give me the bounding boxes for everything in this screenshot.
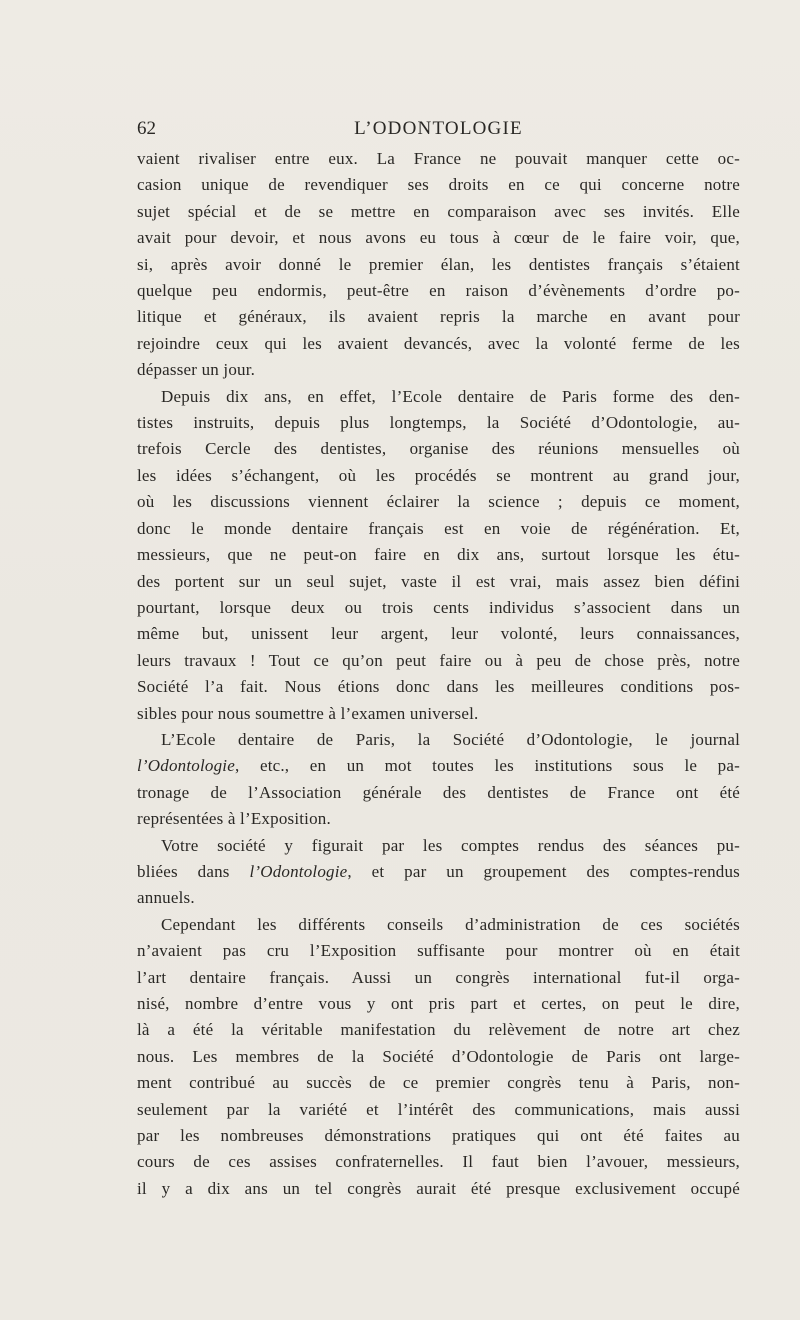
- text-line: trefois Cercle des dentistes, organise des réunions mensuelles où: [137, 439, 740, 459]
- text-line: litique et généraux, ils avaient repris la marche en avant pour: [137, 307, 740, 327]
- text-line: n’avaient pas cru l’Exposition suffisante pour montrer où en était: [137, 941, 740, 961]
- text-line: tistes instruits, depuis plus longtemps, la Société d’Odontologie, au-: [137, 413, 740, 433]
- text-line: cours de ces assises confraternelles. Il faut bien l’avouer, messieurs,: [137, 1152, 740, 1172]
- text-line: ment contribué au succès de ce premier congrès tenu à Paris, non-: [137, 1073, 740, 1093]
- text-line: par les nombreuses démonstrations pratiques qui ont été faites au: [137, 1126, 740, 1146]
- text-line: l’art dentaire français. Aussi un congrès international fut-il orga-: [137, 967, 740, 987]
- page-number: 62: [137, 118, 156, 139]
- text-line: des portent sur un seul sujet, vaste il est vrai, mais assez bien défini: [137, 571, 740, 591]
- paragraph-4: [137, 833, 740, 912]
- paragraph-3: [137, 727, 740, 833]
- text-line: dépasser un jour.: [137, 360, 256, 380]
- text-line: annuels.: [137, 888, 195, 908]
- text-line: messieurs, que ne peut-on faire en dix ans, surtout lorsque les étu-: [137, 545, 740, 565]
- text-line: seulement par la variété et l’intérêt des communications, mais aussi: [137, 1099, 740, 1119]
- text-line: si, après avoir donné le premier élan, les dentistes français s’étaient: [137, 254, 740, 274]
- text-line: l’Odontologie, etc., en un mot toutes les institutions sous le pa-: [137, 756, 740, 776]
- text-line: avait pour devoir, et nous avons eu tous à cœur de le faire voir, que,: [137, 228, 740, 248]
- text-line: L’Ecole dentaire de Paris, la Société d’Odontologie, le journal: [161, 729, 740, 749]
- paragraph-5: [137, 912, 740, 1202]
- text-line: les idées s’échangent, où les procédés se montrent au grand jour,: [137, 465, 740, 485]
- text-line: quelque peu endormis, peut-être en raison d’évènements d’ordre po-: [137, 281, 740, 301]
- text-line: représentées à l’Exposition.: [137, 809, 331, 829]
- text-line: bliées dans l’Odontologie, et par un groupement des comptes-rendus: [137, 861, 740, 881]
- paragraph-1: [137, 146, 740, 384]
- text-line: nisé, nombre d’entre vous y ont pris part et certes, on peut le dire,: [137, 994, 740, 1013]
- text-line: donc le monde dentaire français est en voie de régénération. Et,: [137, 518, 740, 538]
- text-line: il y a dix ans un tel congrès aurait été presque exclusivement occupé: [137, 1178, 740, 1198]
- text-line: sujet spécial et de se mettre en comparaison avec ses invités. Elle: [137, 201, 740, 221]
- text-line: Depuis dix ans, en effet, l’Ecole dentaire de Paris forme des den-: [161, 386, 740, 406]
- text-line: tronage de l’Association générale des dentistes de France ont été: [137, 782, 740, 802]
- body-text: [137, 146, 740, 1202]
- paragraph-2: [137, 384, 740, 727]
- text-line: casion unique de revendiquer ses droits en ce qui concerne notre: [137, 175, 740, 195]
- journal-title: l’Odontologie: [249, 861, 348, 881]
- page-header: [137, 118, 740, 144]
- text-line: là a été la véritable manifestation du relèvement de notre art chez: [137, 1020, 740, 1040]
- text-line: sibles pour nous soumettre à l’examen universel.: [137, 703, 479, 723]
- text-line: Cependant les différents conseils d’administration de ces sociétés: [161, 914, 740, 934]
- text-line: pourtant, lorsque deux ou trois cents individus s’associent dans un: [137, 597, 740, 617]
- text-line: nous. Les membres de la Société d’Odontologie de Paris ont large-: [137, 1046, 740, 1066]
- running-title: L’ODONTOLOGIE: [354, 118, 523, 139]
- text-line: Votre société y figurait par les comptes rendus des séances pu-: [161, 835, 740, 855]
- text-line: où les discussions viennent éclairer la science ; depuis ce moment,: [137, 492, 740, 512]
- text-line: même but, unissent leur argent, leur volonté, leurs connaissances,: [137, 624, 740, 644]
- journal-title: l’Odontologie: [137, 756, 235, 776]
- text-line: rejoindre ceux qui les avaient devancés, avec la volonté ferme de les: [137, 333, 740, 353]
- text-line: Société l’a fait. Nous étions donc dans les meilleures conditions pos-: [137, 677, 740, 697]
- text-line: leurs travaux ! Tout ce qu’on peut faire ou à peu de chose près, notre: [137, 650, 740, 670]
- text-line: vaient rivaliser entre eux. La France ne pouvait manquer cette oc-: [137, 149, 740, 168]
